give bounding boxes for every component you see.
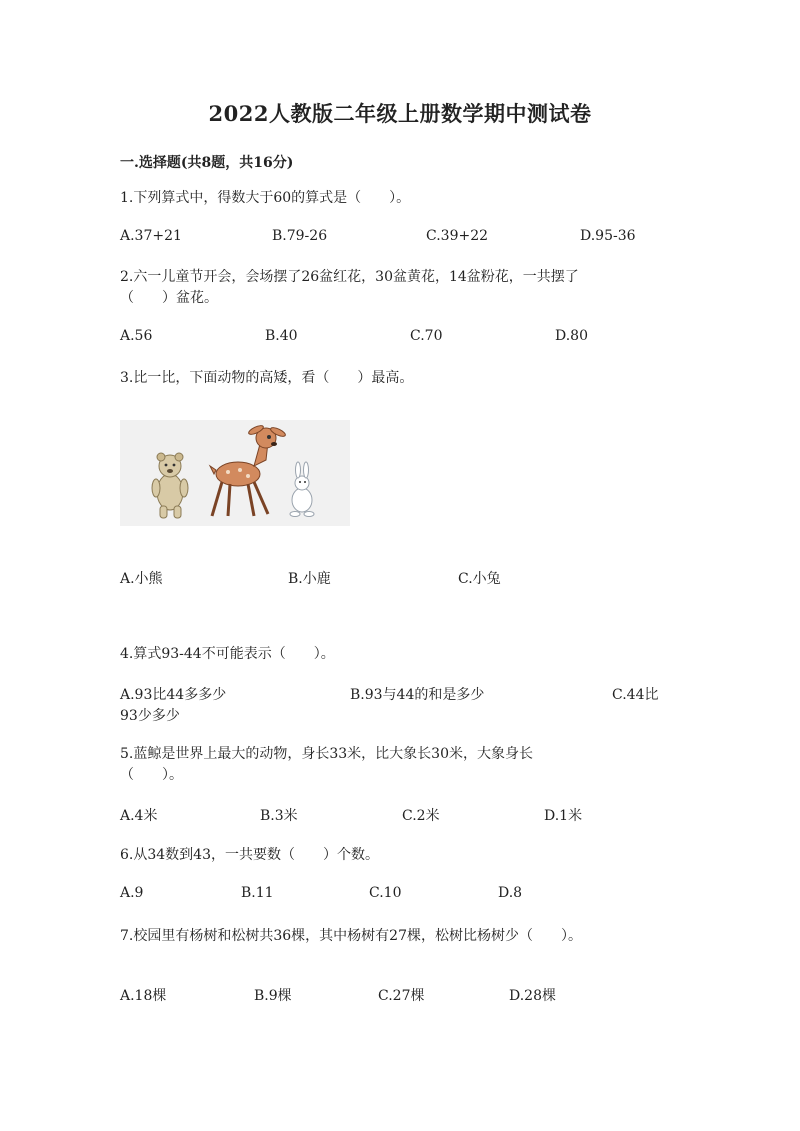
question-6-options xyxy=(120,885,680,906)
q1-option-c: C.39+22 xyxy=(426,228,489,244)
q7-option-b: B.9棵 xyxy=(254,988,292,1004)
q2-option-d: D.80 xyxy=(555,328,588,344)
q4-option-c-continued: 93少多少 xyxy=(120,708,180,724)
q4-option-b: B.93与44的和是多少 xyxy=(350,687,485,703)
q6-option-b: B.11 xyxy=(241,885,274,901)
q5-option-c: C.2米 xyxy=(402,808,440,824)
q2-option-c: C.70 xyxy=(410,328,443,344)
question-1-options xyxy=(120,228,680,249)
question-7-options xyxy=(120,985,680,1006)
page-title: 2022人教版二年级上册数学期中测试卷 xyxy=(208,101,592,126)
deer-icon xyxy=(210,424,287,516)
q6-option-a: A.9 xyxy=(120,885,144,901)
section-heading: 一.选择题(共8题，共16分) xyxy=(120,155,294,171)
question-6-stem: 6.从34数到43，一共要数（ ）个数。 xyxy=(120,847,379,863)
question-2-stem-line1: 2.六一儿童节开会，会场摆了26盆红花，30盆黄花，14盆粉花，一共摆了 xyxy=(120,269,579,285)
bear-icon xyxy=(152,453,188,518)
q1-option-a: A.37+21 xyxy=(120,228,182,244)
q1-option-d: D.95-36 xyxy=(580,228,636,244)
q4-option-a: A.93比44多多少 xyxy=(120,687,227,703)
q1-option-b: B.79-26 xyxy=(272,228,328,244)
question-2-stem-line2: （ ）盆花。 xyxy=(120,290,218,306)
q5-option-a: A.4米 xyxy=(120,808,158,824)
q6-option-c: C.10 xyxy=(369,885,402,901)
q5-option-b: B.3米 xyxy=(260,808,298,824)
q7-option-d: D.28棵 xyxy=(509,988,556,1004)
question-1-stem: 1.下列算式中，得数大于60的算式是（ ）。 xyxy=(120,190,411,206)
q7-option-c: C.27棵 xyxy=(378,988,425,1004)
question-5-stem-line2: （ ）。 xyxy=(120,767,183,783)
q6-option-d: D.8 xyxy=(498,885,523,901)
q5-option-d: D.1米 xyxy=(544,808,583,824)
rabbit-icon xyxy=(290,462,314,517)
question-5-stem-line1: 5.蓝鲸是世界上最大的动物，身长33米，比大象长30米，大象身长 xyxy=(120,746,533,762)
animals-image xyxy=(120,420,350,526)
q3-option-a: A.小熊 xyxy=(120,571,163,587)
q2-option-a: A.56 xyxy=(120,328,153,344)
question-2-stem xyxy=(120,267,680,309)
q4-option-c: C.44比 xyxy=(612,687,659,703)
q7-option-a: A.18棵 xyxy=(120,988,167,1004)
question-4-stem: 4.算式93-44不可能表示（ ）。 xyxy=(120,646,335,662)
q3-option-b: B.小鹿 xyxy=(288,571,331,587)
question-2-options xyxy=(120,328,680,349)
question-3-options xyxy=(120,568,680,589)
q3-option-c: C.小兔 xyxy=(458,571,501,587)
question-4-options xyxy=(120,684,680,726)
question-3-stem: 3.比一比，下面动物的高矮，看（ ）最高。 xyxy=(120,370,414,386)
question-5-options xyxy=(120,805,680,826)
question-5-stem xyxy=(120,744,680,786)
question-7-stem: 7.校园里有杨树和松树共36棵，其中杨树有27棵，松树比杨树少（ ）。 xyxy=(120,928,582,944)
q2-option-b: B.40 xyxy=(265,328,298,344)
